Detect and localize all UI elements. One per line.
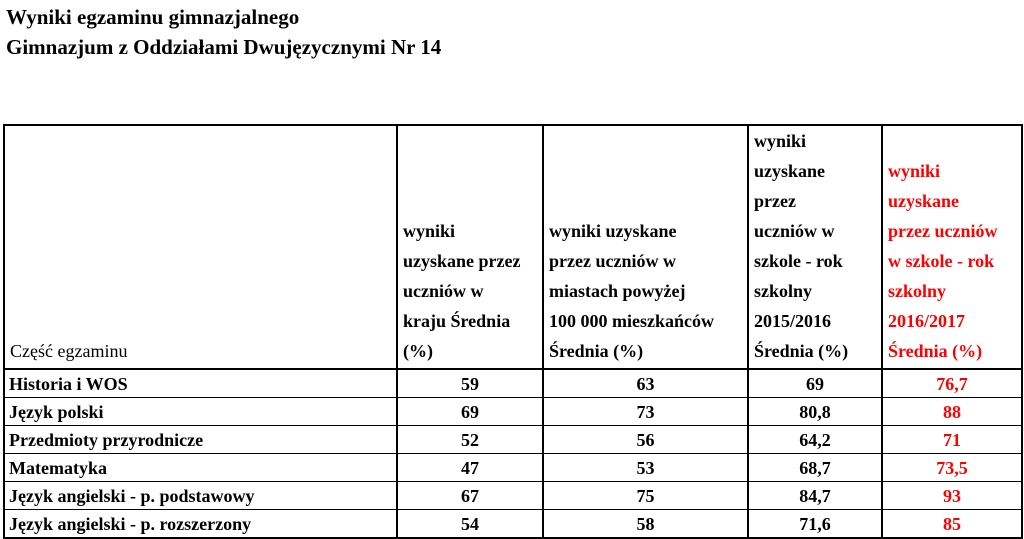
national-average-cell: 54 [397, 510, 543, 539]
table-row [4, 426, 1022, 454]
national-average-cell: 52 [397, 426, 543, 454]
header-line: Średnia (%) [549, 341, 644, 361]
header-line: Średnia (%) [754, 341, 849, 361]
school-2016-2017-cell: 85 [882, 510, 1022, 539]
header-line: uczniów w [403, 281, 484, 301]
page-subtitle: Gimnazjum z Oddziałami Dwujęzycznymi Nr 14 [6, 35, 442, 59]
header-line: uzyskane [754, 161, 826, 181]
header-line: wyniki [403, 221, 456, 241]
header-line: (%) [403, 341, 433, 361]
header-line: uzyskane przez [403, 251, 521, 271]
national-average-cell: 67 [397, 482, 543, 510]
table-row [4, 369, 1022, 398]
national-average-cell: 59 [397, 369, 543, 398]
column-header-school-2016-2017 [882, 125, 1022, 369]
school-2016-2017-cell: 93 [882, 482, 1022, 510]
header-line: przez uczniów [888, 221, 998, 241]
header-line: wyniki uzyskane [549, 221, 677, 241]
school-2016-2017-cell: 73,5 [882, 454, 1022, 482]
results-table [3, 124, 1023, 539]
column-header-school-2015-2016 [748, 125, 882, 369]
header-line: Część egzaminu [10, 341, 128, 361]
header-line: kraju Średnia [403, 311, 511, 331]
column-header-city-average [543, 125, 748, 369]
table-row [4, 510, 1022, 539]
city-average-cell: 75 [543, 482, 748, 510]
header-line: miastach powyżej [549, 281, 686, 301]
header-line: w szkole - rok [888, 251, 995, 271]
header-line: wyniki [754, 131, 807, 151]
school-2016-2017-cell: 76,7 [882, 369, 1022, 398]
exam-part-cell: Historia i WOS [4, 369, 397, 398]
city-average-cell: 56 [543, 426, 748, 454]
header-line: 100 000 mieszkańców [549, 311, 714, 331]
school-2015-2016-cell: 64,2 [748, 426, 882, 454]
header-line: szkolny [754, 281, 813, 301]
header-line: przez uczniów w [549, 251, 676, 271]
header-line: 2016/2017 [888, 311, 966, 331]
header-line: szkole - rok [754, 251, 843, 271]
exam-part-cell: Przedmioty przyrodnicze [4, 426, 397, 454]
exam-part-cell: Język angielski - p. podstawowy [4, 482, 397, 510]
exam-part-cell: Matematyka [4, 454, 397, 482]
header-line: uzyskane [888, 191, 960, 211]
table-row [4, 398, 1022, 426]
school-2015-2016-cell: 71,6 [748, 510, 882, 539]
city-average-cell: 63 [543, 369, 748, 398]
column-header-national-average [397, 125, 543, 369]
header-line: wyniki [888, 161, 941, 181]
school-2015-2016-cell: 80,8 [748, 398, 882, 426]
school-2015-2016-cell: 69 [748, 369, 882, 398]
school-2015-2016-cell: 68,7 [748, 454, 882, 482]
page-title: Wyniki egzaminu gimnazjalnego [6, 5, 300, 29]
header-line: przez [754, 191, 796, 211]
header-row [4, 125, 1022, 369]
table-row [4, 454, 1022, 482]
school-2016-2017-cell: 71 [882, 426, 1022, 454]
national-average-cell: 69 [397, 398, 543, 426]
results-table-header [4, 125, 1022, 369]
header-line: Średnia (%) [888, 341, 983, 361]
exam-part-cell: Język angielski - p. rozszerzony [4, 510, 397, 539]
city-average-cell: 73 [543, 398, 748, 426]
city-average-cell: 58 [543, 510, 748, 539]
header-line: 2015/2016 [754, 311, 832, 331]
column-header-exam-part [4, 125, 397, 369]
results-table-body [4, 369, 1022, 538]
table-row [4, 482, 1022, 510]
school-2016-2017-cell: 88 [882, 398, 1022, 426]
national-average-cell: 47 [397, 454, 543, 482]
school-2015-2016-cell: 84,7 [748, 482, 882, 510]
header-line: szkolny [888, 281, 947, 301]
header-line: uczniów w [754, 221, 835, 241]
exam-part-cell: Język polski [4, 398, 397, 426]
city-average-cell: 53 [543, 454, 748, 482]
